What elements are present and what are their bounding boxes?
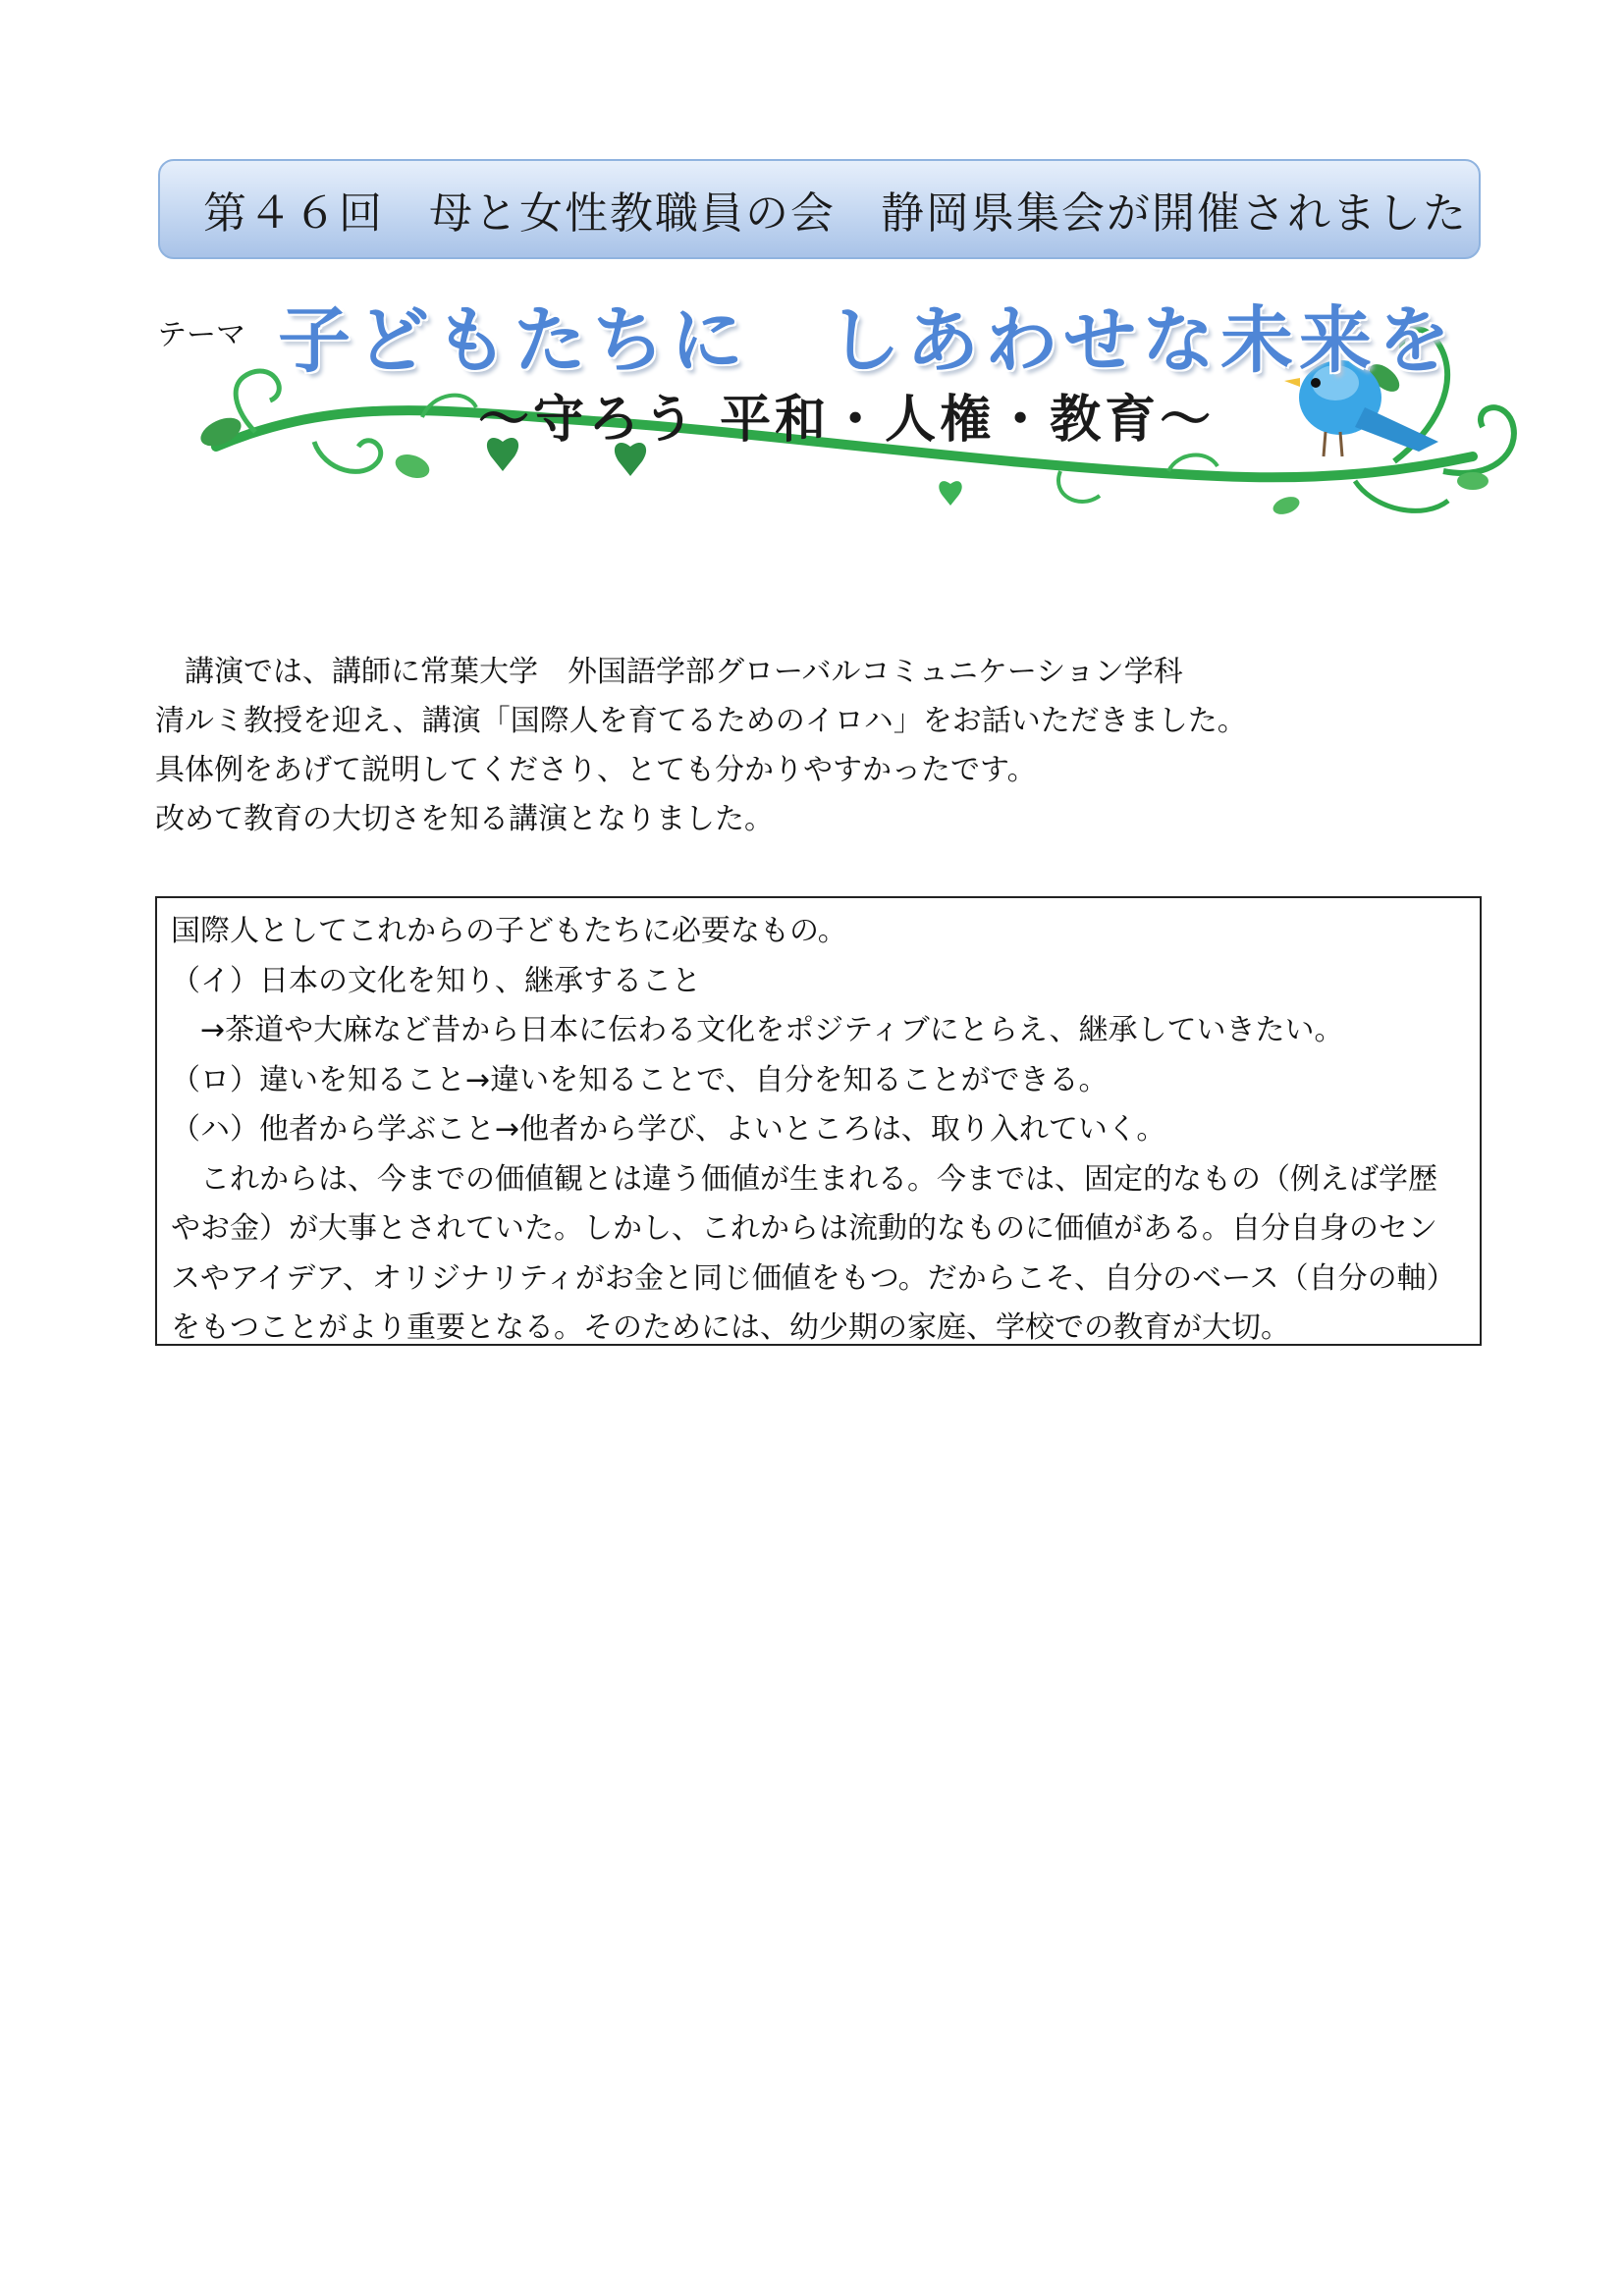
title-banner [158, 159, 1481, 259]
box-line: やお金）が大事とされていた。しかし、これからは流動的なものに価値がある。自分自身のセン [171, 1211, 1437, 1246]
box-line: 国際人としてこれからの子どもたちに必要なもの。 [171, 914, 847, 948]
summary-line: 講演では、講師に常葉大学 外国語学部グローバルコミュニケーション学科 [155, 655, 1183, 689]
summary-line: 改めて教育の大切さを知る講演となりました。 [155, 802, 774, 836]
box-line: （ロ）違いを知ること→違いを知ることで、自分を知ることができる。 [171, 1062, 1109, 1097]
box-line: （ハ）他者から学ぶこと→他者から学び、よいところは、取り入れていく。 [171, 1112, 1166, 1147]
key-points-box [155, 896, 1482, 1346]
page-title: 第４６回 母と女性教職員の会 静岡県集会が開催されました [203, 188, 1468, 239]
box-line: これからは、今までの価値観とは違う価値が生まれる。今までは、固定的なもの（例えば学歴 [171, 1161, 1437, 1197]
box-line: スやアイデア、オリジナリティがお金と同じ価値をもつ。だからこそ、自分のベース（自分の軸） [171, 1260, 1456, 1296]
theme-main-text: 子どもたちに しあわせな未来を [278, 298, 1456, 383]
theme-sub-text: 〜守ろう 平和・人権・教育〜 [478, 391, 1216, 450]
lecture-summary [155, 648, 1490, 844]
theme-label: テーマ [157, 318, 245, 352]
summary-line: 清ルミ教授を迎え、講演「国際人を育てるためのイロハ」をお話いただきました。 [155, 704, 1247, 738]
summary-line: 具体例をあげて説明してくださり、とても分かりやすかったです。 [155, 753, 1037, 787]
box-line: をもつことがより重要となる。そのためには、幼少期の家庭、学校での教育が大切。 [171, 1310, 1290, 1345]
box-line: →茶道や大麻など昔から日本に伝わる文化をポジティブにとらえ、継承していきたい。 [171, 1013, 1344, 1047]
box-line: （イ）日本の文化を知り、継承すること [171, 963, 701, 998]
